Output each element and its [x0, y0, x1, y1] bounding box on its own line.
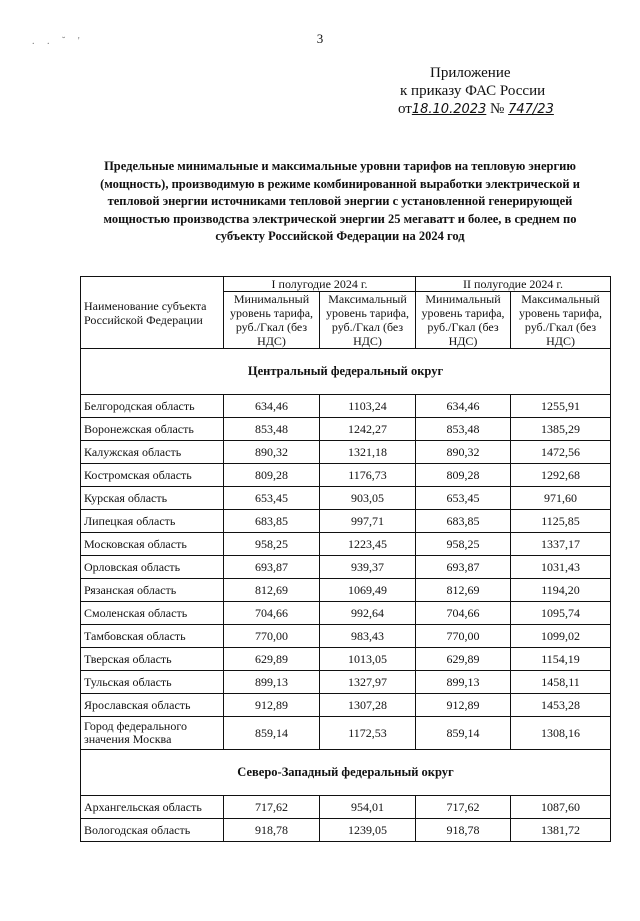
h1-max-header: Максимальный уровень тарифа, руб./Гкал (без НДС)	[320, 292, 416, 349]
h1-min-value: 809,28	[224, 464, 320, 487]
table-row	[81, 441, 611, 464]
h2-max-value: 1095,74	[511, 602, 611, 625]
h1-min-value: 770,00	[224, 625, 320, 648]
h2-max-value: 1381,72	[511, 819, 611, 842]
h1-min-value: 859,14	[224, 717, 320, 750]
h2-min-value: 912,89	[416, 694, 511, 717]
region-name: Ярославская область	[81, 694, 224, 717]
region-name: Липецкая область	[81, 510, 224, 533]
region-name: Город федерального значения Москва	[81, 717, 224, 750]
order-number-sign: №	[490, 101, 505, 117]
order-number: 747/23	[508, 102, 554, 117]
h1-min-value: 899,13	[224, 671, 320, 694]
page-number: 3	[316, 31, 324, 46]
region-name: Московская область	[81, 533, 224, 556]
h2-max-value: 1087,60	[511, 796, 611, 819]
appendix-order-ref: к приказу ФАС России	[400, 83, 546, 99]
h2-min-value: 717,62	[416, 796, 511, 819]
table-row	[81, 625, 611, 648]
h2-min-value: 859,14	[416, 717, 511, 750]
h1-max-value: 1223,45	[320, 533, 416, 556]
h1-min-value: 717,62	[224, 796, 320, 819]
h2-max-value: 1125,85	[511, 510, 611, 533]
h2-max-value: 1385,29	[511, 418, 611, 441]
region-name: Воронежская область	[81, 418, 224, 441]
h2-min-value: 918,78	[416, 819, 511, 842]
half1-header: I полугодие 2024 г.	[224, 277, 416, 292]
h2-max-value: 1194,20	[511, 579, 611, 602]
district-row	[81, 349, 611, 395]
table-row	[81, 819, 611, 842]
h2-min-value: 890,32	[416, 441, 511, 464]
table-row	[81, 418, 611, 441]
h2-max-value: 1337,17	[511, 533, 611, 556]
h2-min-value: 899,13	[416, 671, 511, 694]
table-row	[81, 796, 611, 819]
region-name: Костромская область	[81, 464, 224, 487]
h1-min-value: 693,87	[224, 556, 320, 579]
table-row	[81, 395, 611, 418]
region-name: Тамбовская область	[81, 625, 224, 648]
h1-min-value: 704,66	[224, 602, 320, 625]
table-row	[81, 556, 611, 579]
h2-min-value: 812,69	[416, 579, 511, 602]
h1-max-value: 1321,18	[320, 441, 416, 464]
h2-min-header: Минимальный уровень тарифа, руб./Гкал (без НДС)	[416, 292, 511, 349]
h2-min-value: 853,48	[416, 418, 511, 441]
order-date: 18.10.2023	[411, 102, 487, 117]
h2-min-value: 683,85	[416, 510, 511, 533]
district-name: Северо-Западный федеральный округ	[81, 750, 611, 796]
h1-max-value: 997,71	[320, 510, 416, 533]
appendix-order-line	[392, 100, 592, 119]
h1-min-value: 653,45	[224, 487, 320, 510]
region-name: Белгородская область	[81, 395, 224, 418]
scan-marks: . . ˘ '	[32, 36, 85, 47]
h1-max-value: 1172,53	[320, 717, 416, 750]
table-row	[81, 717, 611, 750]
h1-min-header: Минимальный уровень тарифа, руб./Гкал (без НДС)	[224, 292, 320, 349]
region-name: Тульская область	[81, 671, 224, 694]
h1-min-value: 634,46	[224, 395, 320, 418]
appendix-block	[392, 64, 592, 119]
h2-max-value: 1154,19	[511, 648, 611, 671]
table-row	[81, 579, 611, 602]
h1-max-value: 983,43	[320, 625, 416, 648]
h2-max-value: 1472,56	[511, 441, 611, 464]
h2-max-value: 1031,43	[511, 556, 611, 579]
h2-max-value: 1255,91	[511, 395, 611, 418]
region-name: Архангельская область	[81, 796, 224, 819]
h1-min-value: 629,89	[224, 648, 320, 671]
document-title: Предельные минимальные и максимальные уровни тарифов на тепловую энергию (мощность), производимую в режиме комбинированной выработки электрической и тепловой энергии источниками тепловой энергии с установленной генерирующей мощностью производства электрической энергии 25 мегаватт и более, в среднем по субъекту Российской Федерации на 2024 год	[100, 159, 580, 244]
h1-max-value: 1242,27	[320, 418, 416, 441]
table-row	[81, 671, 611, 694]
h2-min-value: 629,89	[416, 648, 511, 671]
district-row	[81, 750, 611, 796]
h1-min-value: 853,48	[224, 418, 320, 441]
h1-max-value: 954,01	[320, 796, 416, 819]
region-name: Орловская область	[81, 556, 224, 579]
h2-max-value: 1458,11	[511, 671, 611, 694]
h2-min-value: 634,46	[416, 395, 511, 418]
h1-max-value: 1327,97	[320, 671, 416, 694]
h2-max-value: 1453,28	[511, 694, 611, 717]
h2-min-value: 704,66	[416, 602, 511, 625]
table-row	[81, 464, 611, 487]
subject-column-header: Наименование субъекта Российской Федерации	[81, 277, 224, 349]
h2-max-value: 1308,16	[511, 717, 611, 750]
region-name: Курская область	[81, 487, 224, 510]
region-name: Тверская область	[81, 648, 224, 671]
h1-min-value: 918,78	[224, 819, 320, 842]
h2-min-value: 770,00	[416, 625, 511, 648]
h1-max-value: 939,37	[320, 556, 416, 579]
h1-min-value: 683,85	[224, 510, 320, 533]
table-row	[81, 487, 611, 510]
region-name: Калужская область	[81, 441, 224, 464]
h1-max-value: 1307,28	[320, 694, 416, 717]
h1-max-value: 1103,24	[320, 395, 416, 418]
h1-max-value: 992,64	[320, 602, 416, 625]
h1-max-value: 903,05	[320, 487, 416, 510]
region-name: Рязанская область	[81, 579, 224, 602]
h2-min-value: 693,87	[416, 556, 511, 579]
h1-max-value: 1069,49	[320, 579, 416, 602]
district-name: Центральный федеральный округ	[81, 349, 611, 395]
h2-min-value: 958,25	[416, 533, 511, 556]
order-from-label: от	[398, 101, 412, 117]
h1-min-value: 812,69	[224, 579, 320, 602]
table-row	[81, 533, 611, 556]
h2-max-value: 971,60	[511, 487, 611, 510]
table-row	[81, 602, 611, 625]
appendix-title: Приложение	[430, 65, 511, 81]
h1-min-value: 890,32	[224, 441, 320, 464]
tariff-table	[80, 276, 611, 842]
h2-min-value: 653,45	[416, 487, 511, 510]
h1-max-value: 1239,05	[320, 819, 416, 842]
region-name: Вологодская область	[81, 819, 224, 842]
h1-max-value: 1176,73	[320, 464, 416, 487]
table-row	[81, 510, 611, 533]
table-header-row-periods	[81, 277, 611, 292]
h2-min-value: 809,28	[416, 464, 511, 487]
half2-header: II полугодие 2024 г.	[416, 277, 611, 292]
h1-min-value: 912,89	[224, 694, 320, 717]
region-name: Смоленская область	[81, 602, 224, 625]
table-row	[81, 694, 611, 717]
table-row	[81, 648, 611, 671]
h2-max-header: Максимальный уровень тарифа, руб./Гкал (без НДС)	[511, 292, 611, 349]
h1-min-value: 958,25	[224, 533, 320, 556]
h1-max-value: 1013,05	[320, 648, 416, 671]
h2-max-value: 1292,68	[511, 464, 611, 487]
h2-max-value: 1099,02	[511, 625, 611, 648]
